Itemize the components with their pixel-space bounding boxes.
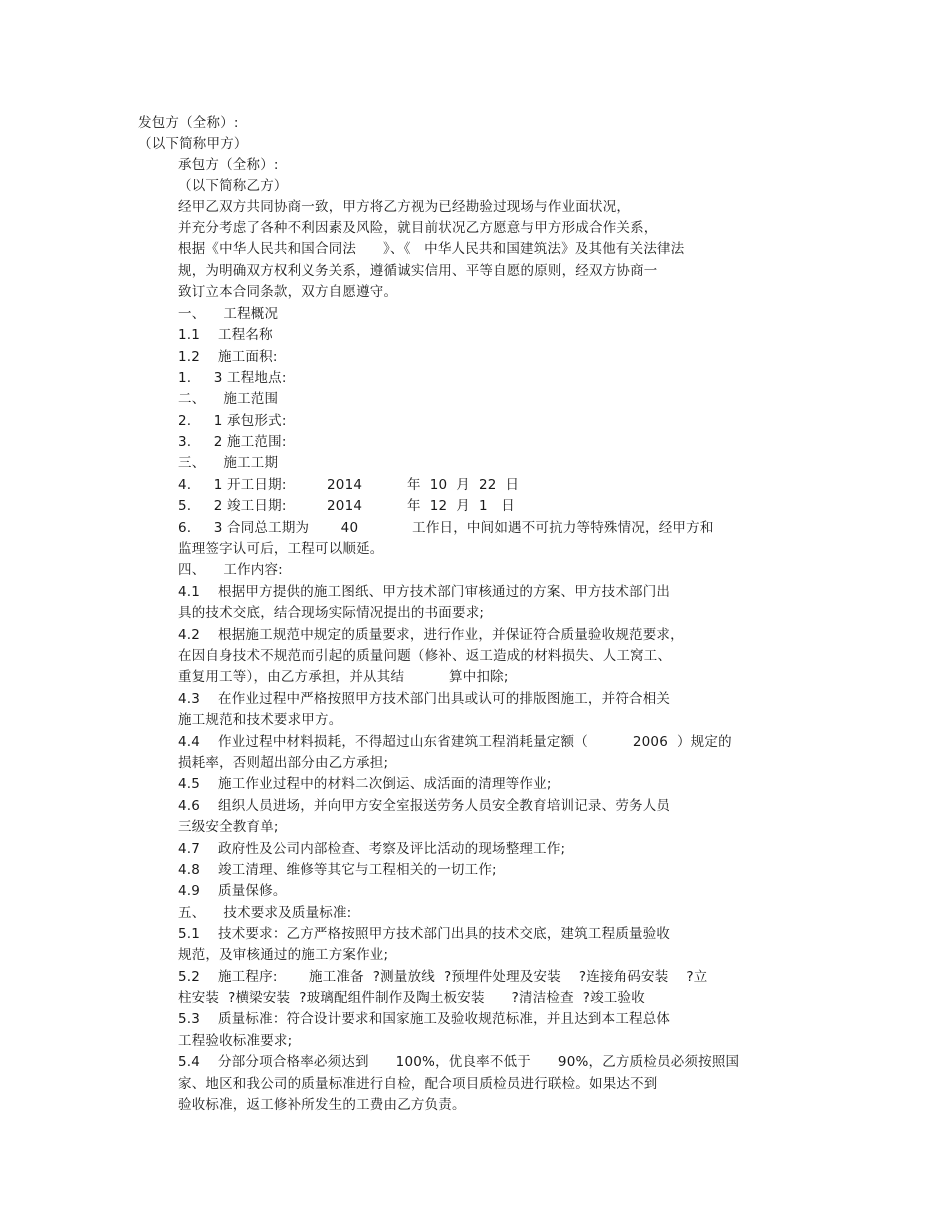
text-line: 具的技术交底，结合现场实际情况提出的书面要求; bbox=[178, 605, 485, 621]
text-line: 根据《中华人民共和国合同法 》、《 中华人民共和国建筑法》及其他有关法律法 bbox=[178, 241, 685, 257]
text-line: 4.7 政府性及公司内部检查、考察及评比活动的现场整理工作; bbox=[178, 841, 566, 857]
text-line: 5.4 分部分项合格率必须达到 100%，优良率不低于 90%，乙方质检员必须按照国 bbox=[178, 1054, 740, 1070]
text-line: 并充分考虑了各种不利因素及风险，就目前状况乙方愿意与甲方形成合作关系， bbox=[178, 220, 658, 236]
text-line: （以下简称乙方） bbox=[178, 178, 288, 194]
section-heading: 五、 技术要求及质量标准: bbox=[178, 905, 352, 921]
text-line: 4.2 根据施工规范中规定的质量要求，进行作业，并保证符合质量验收规范要求， bbox=[178, 627, 684, 643]
text-line: 1.2 施工面积: bbox=[178, 349, 278, 365]
section-heading: 二、 施工范围 bbox=[178, 391, 279, 407]
text-line: 4. 1 开工日期: 2014 年 10 月 22 日 bbox=[178, 477, 520, 493]
text-line: 损耗率，否则超出部分由乙方承担; bbox=[178, 755, 389, 771]
text-line: 1.1 工程名称 bbox=[178, 327, 273, 343]
text-line: 5.1 技术要求：乙方严格按照甲方技术部门出具的技术交底，建筑工程质量验收 bbox=[178, 926, 671, 942]
text-line: 承包方（全称）: bbox=[178, 157, 279, 173]
text-line: 4.5 施工作业过程中的材料二次倒运、成活面的清理等作业; bbox=[178, 776, 552, 792]
text-line: 3. 2 施工范围: bbox=[178, 434, 287, 450]
text-line: 规，为明确双方权利义务关系，遵循诚实信用、平等自愿的原则，经双方协商一 bbox=[178, 263, 658, 279]
text-line: 5.2 施工程序: 施工准备 ?测量放线 ?预埋件处理及安装 ?连接角码安装 ?立 bbox=[178, 969, 708, 985]
text-line: 5. 2 竣工日期: 2014 年 12 月 1 日 bbox=[178, 498, 515, 514]
text-line: （以下简称甲方） bbox=[138, 136, 248, 152]
text-line: 施工规范和技术要求甲方。 bbox=[178, 712, 343, 728]
text-line: 1. 3 工程地点: bbox=[178, 370, 287, 386]
text-line: 柱安装 ?横梁安装 ?玻璃配组件制作及陶土板安装 ?清洁检查 ?竣工验收 bbox=[178, 990, 645, 1006]
section-heading: 一、 工程概况 bbox=[178, 306, 279, 322]
text-line: 监理签字认可后，工程可以顺延。 bbox=[178, 541, 384, 557]
text-line: 2. 1 承包形式: bbox=[178, 413, 287, 429]
text-line: 4.4 作业过程中材料损耗，不得超过山东省建筑工程消耗量定额（ 2006 ）规定的 bbox=[178, 734, 732, 750]
text-line: 重复用工等），由乙方承担，并从其结 算中扣除; bbox=[178, 669, 509, 685]
text-line: 4.1 根据甲方提供的施工图纸、甲方技术部门审核通过的方案、甲方技术部门出 bbox=[178, 584, 671, 600]
text-line: 三级安全教育单; bbox=[178, 819, 279, 835]
text-line: 验收标准，返工修补所发生的工费由乙方负责。 bbox=[178, 1097, 466, 1113]
text-line: 规范，及审核通过的施工方案作业; bbox=[178, 947, 389, 963]
text-line: 4.3 在作业过程中严格按照甲方技术部门出具或认可的排版图施工，并符合相关 bbox=[178, 691, 671, 707]
text-line: 工程验收标准要求; bbox=[178, 1033, 293, 1049]
section-heading: 四、 工作内容: bbox=[178, 562, 283, 578]
text-line: 家、地区和我公司的质量标准进行自检，配合项目质检员进行联检。如果达不到 bbox=[178, 1076, 658, 1092]
text-line: 4.8 竣工清理、维修等其它与工程相关的一切工作; bbox=[178, 862, 497, 878]
text-line: 6. 3 合同总工期为 40 工作日，中间如遇不可抗力等特殊情况，经甲方和 bbox=[178, 520, 714, 536]
text-line: 经甲乙双方共同协商一致，甲方将乙方视为已经勘验过现场与作业面状况， bbox=[178, 199, 631, 215]
text-line: 在因自身技术不规范而引起的质量问题（修补、返工造成的材料损失、人工窝工、 bbox=[178, 648, 672, 664]
text-line: 5.3 质量标准：符合设计要求和国家施工及验收规范标准，并且达到本工程总体 bbox=[178, 1011, 671, 1027]
text-line: 4.6 组织人员进场，并向甲方安全室报送劳务人员安全教育培训记录、劳务人员 bbox=[178, 798, 671, 814]
text-line: 4.9 质量保修。 bbox=[178, 883, 287, 899]
text-line: 发包方（全称）: bbox=[138, 115, 239, 131]
section-heading: 三、 施工工期 bbox=[178, 455, 279, 471]
text-line: 致订立本合同条款，双方自愿遵守。 bbox=[178, 284, 398, 300]
